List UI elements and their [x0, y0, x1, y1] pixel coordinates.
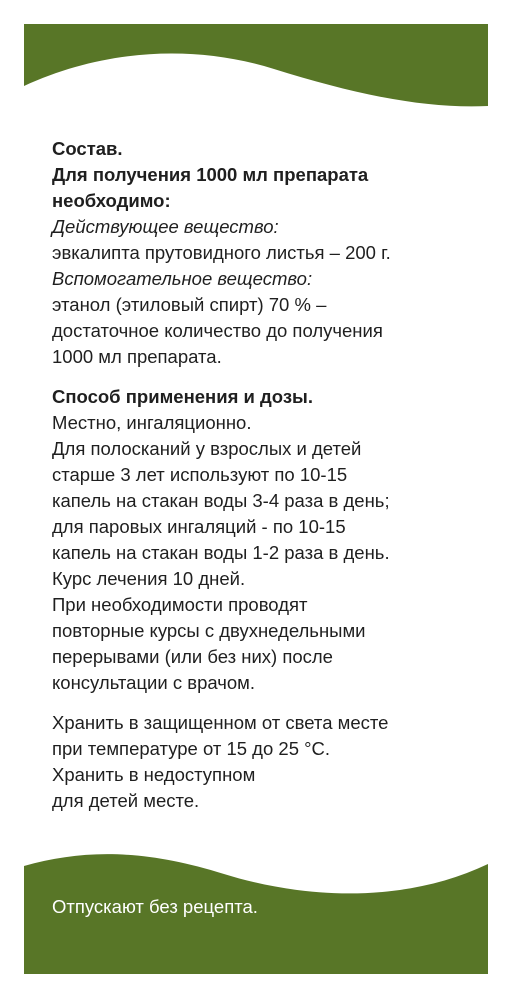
excipient-label: Вспомогательное вещество:	[52, 268, 313, 289]
usage-line: повторные курсы с двухнедельными	[52, 620, 366, 641]
usage-line: консультации с врачом.	[52, 672, 256, 693]
usage-line: Для полосканий у взрослых и детей	[52, 438, 362, 459]
composition-intro-line: необходимо:	[52, 190, 171, 211]
active-substance-value: эвкалипта прутовидного листья – 200 г.	[52, 242, 391, 263]
excipient-line: этанол (этиловый спирт) 70 % –	[52, 294, 327, 315]
active-substance-label: Действующее вещество:	[52, 216, 279, 237]
usage-line: капель на стакан воды 1-2 раза в день.	[52, 542, 390, 563]
excipient-line: достаточное количество до получения	[52, 320, 383, 341]
storage-line: Хранить в защищенном от света месте	[52, 712, 389, 733]
section-gap	[52, 370, 472, 384]
dispensing-note: Отпускают без рецепта.	[52, 896, 258, 917]
usage-line: для паровых ингаляций - по 10-15	[52, 516, 346, 537]
usage-heading: Способ применения и дозы.	[52, 386, 313, 407]
usage-line: перерывами (или без них) после	[52, 646, 333, 667]
storage-line: при температуре от 15 до 25 °С.	[52, 738, 331, 759]
package-panel	[24, 24, 488, 974]
composition-heading: Состав.	[52, 138, 123, 159]
usage-line: старше 3 лет используют по 10-15	[52, 464, 348, 485]
usage-line: Местно, ингаляционно.	[52, 412, 252, 433]
storage-line: для детей месте.	[52, 790, 200, 811]
usage-line: При необходимости проводят	[52, 594, 308, 615]
excipient-line: 1000 мл препарата.	[52, 346, 222, 367]
usage-line: капель на стакан воды 3-4 раза в день;	[52, 490, 390, 511]
storage-line: Хранить в недоступном	[52, 764, 256, 785]
composition-intro-line: Для получения 1000 мл препарата	[52, 164, 369, 185]
section-gap	[52, 696, 472, 710]
usage-line: Курс лечения 10 дней.	[52, 568, 246, 589]
leaflet-text	[52, 136, 472, 814]
